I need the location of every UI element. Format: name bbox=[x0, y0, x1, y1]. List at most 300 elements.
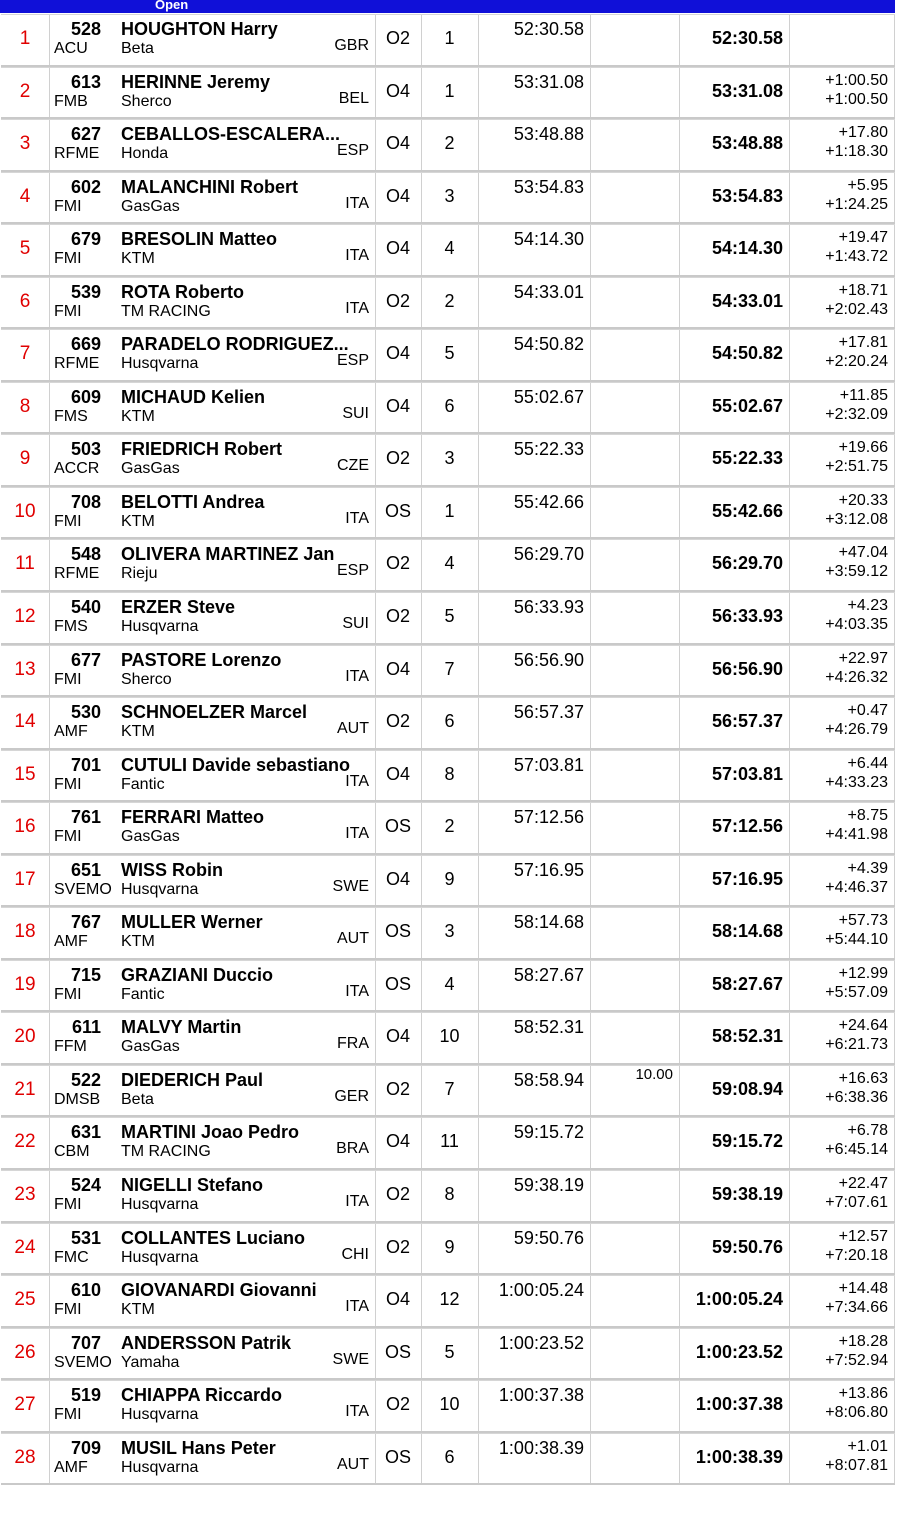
position-cell bbox=[1, 1171, 50, 1221]
penalty-cell bbox=[590, 540, 680, 590]
race-time: 57:03.81 bbox=[513, 754, 584, 775]
nationality: GER bbox=[334, 1087, 369, 1105]
nationality: SWE bbox=[332, 877, 369, 895]
nationality: ITA bbox=[345, 1193, 369, 1211]
class-position: 5 bbox=[444, 343, 455, 364]
federation: ACU bbox=[54, 40, 88, 57]
gap-cell bbox=[789, 803, 895, 853]
rider-name: FERRARI Matteo bbox=[121, 807, 264, 828]
class-position: 4 bbox=[444, 238, 455, 259]
class-cell bbox=[375, 488, 422, 538]
race-time: 54:33.01 bbox=[513, 281, 584, 302]
gap-previous: +22.97 bbox=[838, 649, 888, 667]
time-cell bbox=[478, 225, 591, 275]
rider-cell bbox=[49, 646, 376, 696]
gap-leader: +4:26.79 bbox=[825, 721, 888, 739]
class-code: O2 bbox=[385, 606, 410, 627]
category-title: Open bbox=[155, 0, 189, 12]
class-position: 6 bbox=[444, 395, 455, 416]
bib-number: 761 bbox=[70, 807, 101, 828]
bib-number: 701 bbox=[70, 754, 101, 775]
nationality: ESP bbox=[336, 352, 369, 370]
gap-leader: +4:26.32 bbox=[825, 668, 888, 686]
overall-position: 15 bbox=[14, 763, 36, 785]
class-position-cell bbox=[421, 1276, 479, 1326]
overall-position: 20 bbox=[14, 1026, 36, 1048]
position-cell bbox=[1, 698, 50, 748]
time-cell bbox=[478, 1118, 591, 1168]
overall-position: 17 bbox=[14, 868, 36, 890]
time-cell bbox=[478, 173, 591, 223]
total-time-cell bbox=[679, 593, 790, 643]
nationality: ITA bbox=[345, 1298, 369, 1316]
class-code: OS bbox=[384, 816, 411, 837]
class-code: O4 bbox=[385, 868, 410, 889]
motorcycle-brand: KTM bbox=[121, 407, 155, 425]
position-cell bbox=[1, 540, 50, 590]
race-time: 56:33.93 bbox=[513, 597, 584, 618]
position-cell bbox=[1, 1276, 50, 1326]
table-row bbox=[1, 855, 895, 908]
table-row bbox=[1, 329, 895, 382]
table-row bbox=[1, 1380, 895, 1433]
federation: FMI bbox=[54, 828, 82, 846]
class-cell bbox=[375, 540, 422, 590]
gap-leader: +1:18.30 bbox=[825, 143, 888, 161]
gap-previous: +19.66 bbox=[838, 439, 888, 457]
bib-number: 669 bbox=[70, 334, 101, 355]
race-time: 53:31.08 bbox=[513, 71, 584, 92]
race-time: 1:00:38.39 bbox=[498, 1437, 584, 1458]
race-time: 59:38.19 bbox=[513, 1175, 584, 1196]
class-cell bbox=[375, 173, 422, 223]
class-code: O4 bbox=[385, 763, 410, 784]
overall-position: 8 bbox=[19, 395, 31, 417]
time-cell bbox=[478, 1066, 591, 1116]
bib-number: 708 bbox=[70, 491, 101, 512]
gap-cell bbox=[789, 908, 895, 958]
time-cell bbox=[478, 1171, 591, 1221]
race-time: 56:57.37 bbox=[513, 702, 584, 723]
gap-leader: +3:59.12 bbox=[825, 563, 888, 581]
class-cell bbox=[375, 225, 422, 275]
position-cell bbox=[1, 751, 50, 801]
federation: FMI bbox=[54, 250, 82, 268]
total-time-cell bbox=[679, 383, 790, 433]
class-position: 9 bbox=[444, 1236, 455, 1257]
gap-leader: +2:20.24 bbox=[825, 353, 888, 371]
federation: AMF bbox=[54, 723, 88, 741]
table-row bbox=[1, 960, 895, 1013]
class-position-cell bbox=[421, 593, 479, 643]
penalty-cell bbox=[590, 751, 680, 801]
class-position: 1 bbox=[444, 28, 455, 48]
bib-number: 540 bbox=[70, 597, 101, 618]
gap-previous: +0.47 bbox=[847, 702, 888, 720]
class-cell bbox=[375, 856, 422, 906]
time-cell bbox=[478, 593, 591, 643]
gap-previous: +18.28 bbox=[838, 1332, 888, 1350]
race-time: 53:54.83 bbox=[513, 176, 584, 197]
race-time: 58:27.67 bbox=[513, 964, 584, 985]
bib-number: 528 bbox=[70, 19, 101, 39]
gap-cell bbox=[789, 751, 895, 801]
gap-previous: +16.63 bbox=[838, 1069, 888, 1087]
class-position-cell bbox=[421, 1381, 479, 1431]
table-row bbox=[1, 645, 895, 698]
bib-number: 707 bbox=[70, 1332, 101, 1353]
class-position: 5 bbox=[444, 606, 455, 627]
race-time: 57:16.95 bbox=[513, 859, 584, 880]
penalty-cell bbox=[590, 488, 680, 538]
class-code: OS bbox=[384, 500, 411, 521]
total-time-cell bbox=[679, 435, 790, 485]
rider-name: ROTA Roberto bbox=[121, 281, 244, 302]
class-position: 3 bbox=[444, 448, 455, 469]
gap-previous: +11.85 bbox=[839, 386, 888, 404]
rider-cell bbox=[49, 1171, 376, 1221]
motorcycle-brand: Sherco bbox=[121, 670, 172, 688]
rider-cell bbox=[49, 435, 376, 485]
rider-name: CUTULI Davide sebastiano bbox=[121, 754, 351, 775]
time-cell bbox=[478, 698, 591, 748]
class-position-cell bbox=[421, 120, 479, 170]
class-cell bbox=[375, 15, 422, 65]
gap-previous: +6.44 bbox=[847, 754, 888, 772]
total-time-cell bbox=[679, 698, 790, 748]
class-position-cell bbox=[421, 646, 479, 696]
time-cell bbox=[478, 435, 591, 485]
federation: FMB bbox=[54, 92, 88, 110]
rider-cell bbox=[49, 1118, 376, 1168]
gap-cell bbox=[789, 15, 895, 65]
race-time: 54:50.82 bbox=[513, 334, 584, 355]
gap-cell bbox=[789, 1224, 895, 1274]
time-cell bbox=[478, 540, 591, 590]
gap-leader: +4:46.37 bbox=[825, 878, 888, 896]
gap-cell bbox=[789, 1381, 895, 1431]
overall-position: 28 bbox=[14, 1446, 36, 1468]
gap-cell bbox=[789, 1118, 895, 1168]
time-cell bbox=[478, 120, 591, 170]
race-time: 58:52.31 bbox=[513, 1017, 584, 1038]
bib-number: 524 bbox=[70, 1175, 101, 1196]
table-row bbox=[1, 907, 895, 960]
total-time: 55:42.66 bbox=[711, 500, 783, 521]
race-time: 54:14.30 bbox=[513, 229, 584, 250]
table-row bbox=[1, 1275, 895, 1328]
motorcycle-brand: Honda bbox=[121, 145, 169, 163]
race-time: 58:14.68 bbox=[513, 912, 584, 933]
time-cell bbox=[478, 646, 591, 696]
overall-position: 3 bbox=[19, 133, 31, 155]
overall-position: 12 bbox=[14, 606, 36, 628]
class-position: 2 bbox=[444, 290, 455, 311]
class-position: 6 bbox=[444, 711, 455, 732]
rider-cell bbox=[49, 1381, 376, 1431]
total-time-cell bbox=[679, 330, 790, 380]
motorcycle-brand: KTM bbox=[121, 933, 155, 951]
class-position-cell bbox=[421, 1434, 479, 1484]
time-cell bbox=[478, 488, 591, 538]
overall-position: 6 bbox=[19, 290, 31, 312]
rider-cell bbox=[49, 68, 376, 118]
bib-number: 611 bbox=[71, 1017, 101, 1038]
total-time: 1:00:37.38 bbox=[695, 1394, 783, 1415]
position-cell bbox=[1, 68, 50, 118]
motorcycle-brand: Husqvarna bbox=[121, 355, 199, 373]
overall-position: 13 bbox=[14, 658, 36, 680]
class-position: 10 bbox=[439, 1394, 460, 1415]
class-cell bbox=[375, 1434, 422, 1484]
rider-cell bbox=[49, 1434, 376, 1484]
federation: FMI bbox=[54, 302, 82, 320]
class-code: O2 bbox=[385, 553, 410, 574]
race-time: 57:12.56 bbox=[513, 807, 584, 828]
penalty-cell bbox=[590, 120, 680, 170]
motorcycle-brand: Fantic bbox=[121, 775, 165, 793]
motorcycle-brand: GasGas bbox=[121, 828, 180, 846]
position-cell bbox=[1, 1329, 50, 1379]
total-time: 58:27.67 bbox=[711, 973, 783, 994]
gap-cell bbox=[789, 646, 895, 696]
rider-cell bbox=[49, 1066, 376, 1116]
nationality: ITA bbox=[345, 982, 369, 1000]
gap-previous: +1:00.50 bbox=[825, 71, 888, 89]
class-position: 1 bbox=[444, 500, 455, 521]
total-time-cell bbox=[679, 856, 790, 906]
gap-leader: +4:33.23 bbox=[825, 773, 888, 791]
total-time-cell bbox=[679, 1171, 790, 1221]
gap-cell bbox=[789, 68, 895, 118]
overall-position: 18 bbox=[14, 921, 36, 943]
class-code: O2 bbox=[385, 1078, 410, 1099]
motorcycle-brand: Husqvarna bbox=[121, 1406, 199, 1424]
bib-number: 539 bbox=[70, 281, 101, 302]
bib-number: 715 bbox=[70, 964, 101, 985]
position-cell bbox=[1, 1381, 50, 1431]
penalty-cell bbox=[590, 68, 680, 118]
class-cell bbox=[375, 1171, 422, 1221]
rider-name: GIOVANARDI Giovanni bbox=[121, 1280, 317, 1301]
rider-cell bbox=[49, 698, 376, 748]
time-cell bbox=[478, 1224, 591, 1274]
gap-cell bbox=[789, 120, 895, 170]
rider-cell bbox=[49, 1224, 376, 1274]
class-code: O2 bbox=[385, 711, 410, 732]
motorcycle-brand: GasGas bbox=[121, 197, 180, 215]
overall-position: 9 bbox=[19, 448, 31, 470]
gap-leader: +7:07.61 bbox=[825, 1194, 888, 1212]
penalty-cell bbox=[590, 856, 680, 906]
class-code: O2 bbox=[385, 1236, 410, 1257]
gap-cell bbox=[789, 330, 895, 380]
rider-name: GRAZIANI Duccio bbox=[121, 964, 274, 985]
bib-number: 522 bbox=[70, 1069, 101, 1090]
position-cell bbox=[1, 173, 50, 223]
rider-name: OLIVERA MARTINEZ Jan bbox=[121, 544, 335, 565]
position-cell bbox=[1, 646, 50, 696]
class-code: O4 bbox=[385, 1131, 410, 1152]
gap-cell bbox=[789, 383, 895, 433]
overall-position: 19 bbox=[14, 973, 36, 995]
overall-position: 5 bbox=[19, 238, 31, 260]
bib-number: 679 bbox=[70, 229, 101, 250]
gap-leader: +1:43.72 bbox=[825, 248, 888, 266]
nationality: CZE bbox=[337, 457, 369, 475]
total-time-cell bbox=[679, 540, 790, 590]
class-cell bbox=[375, 1329, 422, 1379]
total-time: 1:00:23.52 bbox=[695, 1341, 783, 1362]
class-position-cell bbox=[421, 1118, 479, 1168]
class-position: 3 bbox=[444, 921, 455, 942]
penalty-cell bbox=[590, 1381, 680, 1431]
bib-number: 613 bbox=[70, 71, 101, 92]
motorcycle-brand: TM RACING bbox=[121, 302, 211, 320]
total-time: 52:30.58 bbox=[711, 28, 783, 48]
nationality: ITA bbox=[345, 1403, 369, 1421]
class-position: 12 bbox=[439, 1289, 460, 1310]
total-time: 54:14.30 bbox=[711, 238, 783, 259]
penalty-cell bbox=[590, 593, 680, 643]
position-cell bbox=[1, 803, 50, 853]
class-code: O2 bbox=[385, 1184, 410, 1205]
time-cell bbox=[478, 15, 591, 65]
class-code: O4 bbox=[385, 343, 410, 364]
penalty-cell bbox=[590, 803, 680, 853]
motorcycle-brand: Husqvarna bbox=[121, 1196, 199, 1214]
gap-leader: +2:51.75 bbox=[825, 458, 888, 476]
gap-leader: +4:03.35 bbox=[825, 616, 888, 634]
time-cell bbox=[478, 1434, 591, 1484]
federation: ACCR bbox=[54, 460, 100, 478]
federation: FMC bbox=[54, 1248, 89, 1266]
time-cell bbox=[478, 1276, 591, 1326]
federation: CBM bbox=[54, 1143, 90, 1161]
gap-leader: +3:12.08 bbox=[825, 510, 888, 528]
overall-position: 4 bbox=[19, 185, 31, 207]
class-code: O4 bbox=[385, 185, 410, 206]
class-code: O4 bbox=[385, 238, 410, 259]
rider-cell bbox=[49, 1013, 376, 1063]
class-position: 2 bbox=[444, 816, 455, 837]
total-time-cell bbox=[679, 15, 790, 65]
nationality: ITA bbox=[345, 825, 369, 843]
penalty-cell bbox=[590, 908, 680, 958]
rider-cell bbox=[49, 856, 376, 906]
time-cell bbox=[478, 751, 591, 801]
overall-position: 27 bbox=[14, 1394, 36, 1416]
total-time-cell bbox=[679, 803, 790, 853]
class-cell bbox=[375, 961, 422, 1011]
gap-leader: +6:21.73 bbox=[825, 1036, 888, 1054]
class-position: 4 bbox=[444, 553, 455, 574]
position-cell bbox=[1, 225, 50, 275]
penalty-cell bbox=[590, 1434, 680, 1484]
bib-number: 602 bbox=[70, 176, 101, 197]
gap-cell bbox=[789, 540, 895, 590]
class-position: 8 bbox=[444, 763, 455, 784]
penalty-cell bbox=[590, 278, 680, 328]
total-time-cell bbox=[679, 961, 790, 1011]
total-time-cell bbox=[679, 278, 790, 328]
nationality: CHI bbox=[341, 1245, 369, 1263]
class-position: 5 bbox=[444, 1341, 455, 1362]
position-cell bbox=[1, 593, 50, 643]
class-position-cell bbox=[421, 330, 479, 380]
class-code: OS bbox=[384, 973, 411, 994]
position-cell bbox=[1, 383, 50, 433]
class-cell bbox=[375, 593, 422, 643]
total-time-cell bbox=[679, 1066, 790, 1116]
rider-cell bbox=[49, 120, 376, 170]
bib-number: 609 bbox=[70, 386, 101, 407]
gap-previous: +1.01 bbox=[847, 1437, 888, 1455]
gap-leader: +5:57.09 bbox=[825, 983, 888, 1001]
class-position-cell bbox=[421, 383, 479, 433]
federation: FMI bbox=[54, 1196, 82, 1214]
total-time-cell bbox=[679, 908, 790, 958]
class-code: O4 bbox=[385, 395, 410, 416]
total-time-cell bbox=[679, 225, 790, 275]
nationality: BEL bbox=[338, 89, 369, 107]
total-time-cell bbox=[679, 488, 790, 538]
race-time: 55:22.33 bbox=[513, 439, 584, 460]
gap-previous: +17.81 bbox=[838, 334, 888, 352]
position-cell bbox=[1, 1434, 50, 1484]
bib-number: 631 bbox=[70, 1122, 101, 1143]
class-position-cell bbox=[421, 698, 479, 748]
nationality: BRA bbox=[336, 1140, 369, 1158]
rider-cell bbox=[49, 751, 376, 801]
rider-name: BELOTTI Andrea bbox=[121, 491, 265, 512]
gap-leader: +6:38.36 bbox=[825, 1088, 888, 1106]
total-time-cell bbox=[679, 1381, 790, 1431]
class-cell bbox=[375, 383, 422, 433]
rider-cell bbox=[49, 225, 376, 275]
position-cell bbox=[1, 330, 50, 380]
rider-cell bbox=[49, 1276, 376, 1326]
motorcycle-brand: KTM bbox=[121, 250, 155, 268]
gap-cell bbox=[789, 488, 895, 538]
table-row bbox=[1, 1328, 895, 1381]
rider-cell bbox=[49, 330, 376, 380]
class-cell bbox=[375, 1066, 422, 1116]
gap-leader: +7:34.66 bbox=[825, 1299, 888, 1317]
gap-previous: +47.04 bbox=[838, 544, 888, 562]
gap-previous: +22.47 bbox=[838, 1175, 888, 1193]
gap-previous: +57.73 bbox=[838, 912, 888, 930]
table-row bbox=[1, 1065, 895, 1118]
nationality: SWE bbox=[332, 1350, 369, 1368]
bib-number: 651 bbox=[70, 859, 101, 880]
overall-position: 11 bbox=[15, 553, 35, 575]
total-time: 53:54.83 bbox=[711, 185, 783, 206]
gap-cell bbox=[789, 698, 895, 748]
total-time-cell bbox=[679, 173, 790, 223]
federation: FMS bbox=[54, 407, 88, 425]
table-row bbox=[1, 802, 895, 855]
total-time: 54:50.82 bbox=[711, 343, 783, 364]
gap-previous: +4.39 bbox=[847, 859, 888, 877]
gap-previous: +18.71 bbox=[838, 281, 888, 299]
position-cell bbox=[1, 961, 50, 1011]
table-row bbox=[1, 119, 895, 172]
gap-previous: +4.23 bbox=[847, 597, 888, 615]
motorcycle-brand: Yamaha bbox=[121, 1353, 180, 1371]
class-code: O2 bbox=[385, 1394, 410, 1415]
motorcycle-brand: KTM bbox=[121, 1301, 155, 1319]
